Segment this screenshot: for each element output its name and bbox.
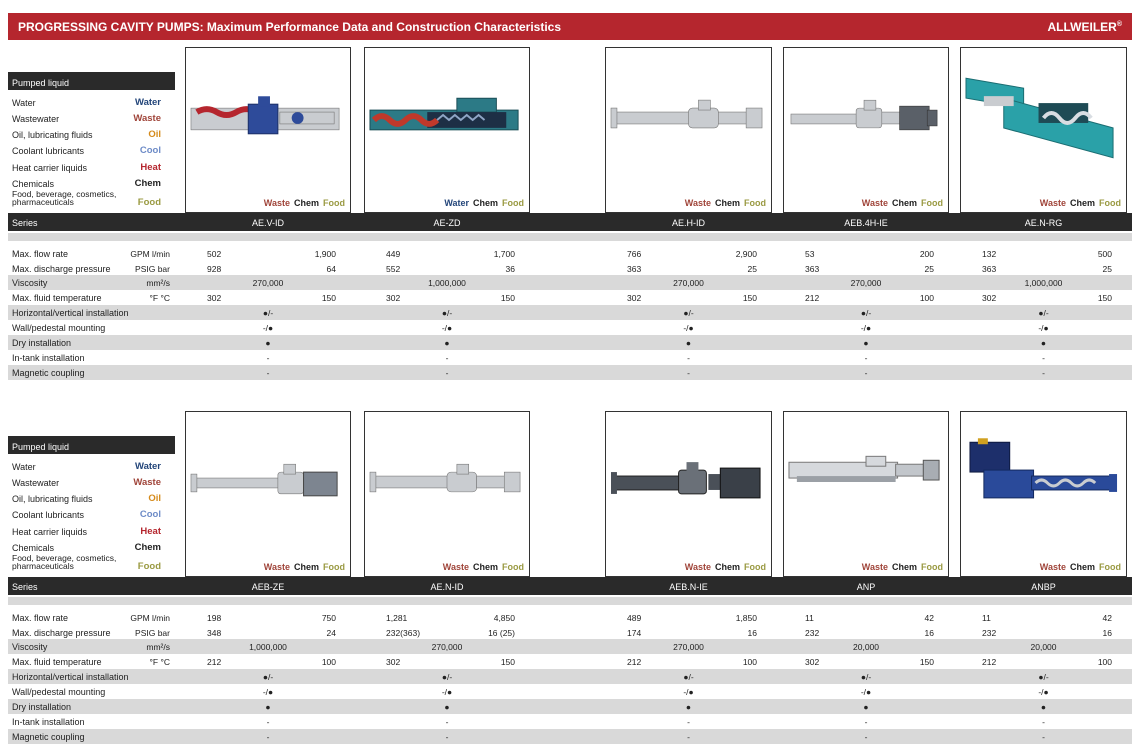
spec-value-metric: 150: [742, 293, 757, 303]
legend-tag: Water: [134, 97, 161, 108]
liquid-tag: Water: [444, 198, 469, 208]
spec-value-imperial: 363: [982, 264, 997, 274]
spec-value-imperial: 302: [805, 657, 820, 667]
legend-tag: Food: [137, 197, 161, 208]
spec-value-metric: 100: [919, 293, 934, 303]
liquid-tag: Waste: [442, 562, 469, 572]
legend-row: [8, 127, 175, 143]
series-band: [8, 213, 1132, 231]
spec-units: mm²/s: [146, 642, 170, 652]
legend-tag: Waste: [133, 113, 161, 124]
spec-label: Max. fluid temperature: [12, 293, 102, 303]
spec-value-metric: 150: [1097, 293, 1112, 303]
legend-row: [8, 475, 175, 491]
legend-tag: Heat: [140, 526, 161, 537]
spec-row-flow: [8, 610, 1132, 625]
pump-image: [609, 432, 768, 532]
pump-image: [368, 432, 526, 532]
liquid-tags: [858, 562, 943, 572]
liquid-tag: Waste: [861, 198, 888, 208]
legend-label: Wastewater: [12, 114, 60, 124]
legend-row: [8, 524, 175, 540]
legend-row: [8, 507, 175, 523]
pump-card: [960, 47, 1127, 213]
series-name: AEB.N-IE: [669, 582, 708, 592]
spec-value-metric: 100: [321, 657, 336, 667]
spec-value-metric: 2,900: [735, 249, 757, 259]
liquid-tags: [681, 562, 766, 572]
spec-value-imperial: 302: [386, 293, 401, 303]
pumped-liquid-legend: [8, 72, 175, 210]
spec-value-imperial: 11: [982, 613, 991, 623]
spec-value-imperial: 302: [982, 293, 997, 303]
spec-value: 1,000,000: [1024, 278, 1063, 288]
pump-table-block: [0, 45, 1141, 385]
spec-value: -: [445, 353, 449, 363]
spec-row-magnetic: [8, 365, 1132, 380]
legend-tag: Chem: [134, 542, 161, 553]
spec-value-metric: 150: [500, 657, 515, 667]
spec-value: ●: [1040, 702, 1047, 712]
spec-value-imperial: 302: [627, 293, 642, 303]
spec-value: -: [687, 717, 690, 727]
spec-value-metric: 64: [326, 264, 336, 274]
spec-label: Magnetic coupling: [12, 732, 85, 742]
pump-card: [605, 47, 772, 213]
liquid-tag: Food: [1099, 562, 1121, 572]
spec-value: -: [687, 368, 690, 378]
spec-value: ●: [444, 702, 450, 712]
spec-value-metric: 750: [321, 613, 336, 623]
pumped-liquid-legend: [8, 436, 175, 574]
spec-value: -: [445, 717, 449, 727]
spec-value-metric: 36: [505, 264, 515, 274]
pump-card: [364, 47, 530, 213]
legend-tag: Water: [134, 461, 161, 472]
liquid-tag: Food: [502, 562, 524, 572]
spec-value: ●/-: [1038, 672, 1049, 682]
spec-row-viscosity: [8, 639, 1132, 654]
spec-units: PSIG bar: [135, 628, 170, 638]
legend-label: Chemicals: [12, 543, 55, 553]
spec-value: ●/-: [1038, 308, 1049, 318]
spec-label: Max. discharge pressure: [12, 264, 111, 274]
spec-value: 1,000,000: [428, 278, 466, 288]
spec-value: -/●: [860, 323, 872, 333]
legend-label: Chemicals: [12, 179, 55, 189]
legend-label: Heat carrier liquids: [12, 163, 88, 173]
spec-value-metric: 500: [1097, 249, 1112, 259]
spec-label: Max. discharge pressure: [12, 628, 111, 638]
spec-value-metric: 1,900: [314, 249, 336, 259]
spec-value: -: [864, 368, 868, 378]
spec-value: -: [445, 368, 449, 378]
pump-image: [787, 68, 945, 168]
liquid-tag: Waste: [684, 198, 711, 208]
spec-value-imperial: 302: [207, 293, 222, 303]
spec-value-imperial: 212: [805, 293, 820, 303]
spec-value-metric: 16: [924, 628, 934, 638]
liquid-tag: Waste: [1039, 198, 1066, 208]
spec-value: -/●: [683, 323, 694, 333]
spec-value-metric: 1,700: [493, 249, 515, 259]
series-name: AE.N-RG: [1024, 218, 1063, 228]
spec-value: ●: [444, 338, 450, 348]
spec-value: ●/-: [262, 308, 274, 318]
pump-image: [964, 68, 1123, 168]
liquid-tags: [440, 198, 524, 208]
legend-tag: Oil: [148, 129, 161, 140]
legend-tag: Chem: [134, 178, 161, 189]
page-title: PROGRESSING CAVITY PUMPS: Maximum Performance Data and Construction Characteristics: [18, 20, 562, 34]
liquid-tag: Chem: [1069, 198, 1095, 208]
liquid-tag: Food: [921, 562, 943, 572]
pump-image: [189, 68, 347, 168]
spec-label: In-tank installation: [12, 717, 85, 727]
spec-value: -: [1042, 717, 1045, 727]
spec-units: °F °C: [149, 293, 170, 303]
spec-value-imperial: 1,281: [386, 613, 408, 623]
spec-value: ●/-: [860, 308, 872, 318]
spec-value: -: [266, 717, 270, 727]
liquid-tag: Food: [323, 198, 345, 208]
series-name: AE.V-ID: [251, 218, 284, 228]
pump-card: [960, 411, 1127, 577]
spec-value-imperial: 232: [982, 628, 997, 638]
spec-label: In-tank installation: [12, 353, 85, 363]
series-name: AE.N-ID: [430, 582, 464, 592]
spec-row-horizontal: [8, 669, 1132, 684]
legend-label: Coolant lubricants: [12, 510, 85, 520]
spec-value-metric: 150: [500, 293, 515, 303]
legend-label: Heat carrier liquids: [12, 527, 88, 537]
liquid-tags: [439, 562, 524, 572]
spec-units: °F °C: [149, 657, 170, 667]
liquid-tag: Food: [744, 198, 766, 208]
registered-mark: ®: [1116, 21, 1122, 28]
liquid-tags: [1036, 562, 1121, 572]
spec-row-temp: [8, 654, 1132, 669]
spec-value: ●/-: [441, 672, 453, 682]
series-name: AEB-ZE: [251, 582, 285, 592]
spec-row-intank: [8, 350, 1132, 365]
spec-value: 270,000: [673, 278, 704, 288]
spec-value-imperial: 766: [627, 249, 642, 259]
liquid-tag: Food: [502, 198, 524, 208]
legend-label: Wastewater: [12, 478, 60, 488]
liquid-tag: Chem: [1069, 562, 1095, 572]
spec-value: 270,000: [252, 278, 284, 288]
spec-value: ●: [685, 338, 692, 348]
spec-label: Max. fluid temperature: [12, 657, 102, 667]
spec-label: Viscosity: [12, 642, 48, 652]
liquid-tag: Chem: [293, 562, 319, 572]
series-name: ANP: [856, 582, 876, 592]
spec-value-imperial: 928: [207, 264, 222, 274]
spec-value: ●: [863, 702, 869, 712]
spec-units: GPM l/min: [130, 249, 170, 259]
spec-value-metric: 100: [1097, 657, 1112, 667]
spec-value: 20,000: [853, 642, 879, 652]
liquid-tag: Food: [921, 198, 943, 208]
liquid-tag: Waste: [684, 562, 711, 572]
legend-header: Pumped liquid: [8, 72, 175, 90]
brand-name: ALLWEILER: [1047, 20, 1117, 34]
spec-value-imperial: 11: [805, 613, 814, 623]
spec-value-metric: 100: [742, 657, 757, 667]
spec-value: -: [687, 353, 690, 363]
spec-units: PSIG bar: [135, 264, 170, 274]
spec-value-metric: 16: [1102, 628, 1112, 638]
spec-value-metric: 150: [919, 657, 934, 667]
spec-value: -/●: [683, 687, 694, 697]
spec-value: -/●: [262, 323, 274, 333]
spec-value-imperial: 363: [627, 264, 642, 274]
legend-row: [8, 459, 175, 475]
spec-value-imperial: 302: [386, 657, 401, 667]
spec-label: Dry installation: [12, 702, 72, 712]
spec-value: ●/-: [683, 308, 694, 318]
spec-row-magnetic: [8, 729, 1132, 744]
spec-value: -: [1042, 368, 1045, 378]
spec-label: Dry installation: [12, 338, 72, 348]
spec-value-imperial: 232(363): [386, 628, 421, 638]
spec-value: -: [864, 732, 868, 742]
liquid-tags: [858, 198, 943, 208]
spec-value: ●: [863, 338, 869, 348]
spec-value: -/●: [441, 323, 453, 333]
spec-label: Horizontal/vertical installation: [12, 308, 129, 318]
spec-value: ●: [265, 338, 271, 348]
spec-row-intank: [8, 714, 1132, 729]
legend-row: [8, 191, 175, 207]
spec-value: -/●: [860, 687, 872, 697]
spec-value-imperial: 53: [805, 249, 815, 259]
spec-value-imperial: 552: [386, 264, 401, 274]
pump-image: [609, 68, 768, 168]
legend-tag: Cool: [139, 509, 161, 520]
pump-card: [605, 411, 772, 577]
liquid-tags: [681, 198, 766, 208]
spec-value-imperial: 449: [386, 249, 401, 259]
spec-label: Magnetic coupling: [12, 368, 85, 378]
spec-value: 270,000: [850, 278, 882, 288]
pump-card: [783, 411, 949, 577]
spec-row-dry: [8, 699, 1132, 714]
spec-value-metric: 25: [1102, 264, 1112, 274]
spec-value: ●: [265, 702, 271, 712]
spec-value: -: [687, 732, 690, 742]
spec-value: -/●: [1038, 687, 1049, 697]
spec-value-imperial: 132: [982, 249, 997, 259]
spec-value-metric: 42: [1102, 613, 1112, 623]
spec-value: 270,000: [431, 642, 463, 652]
series-name: AEB.4H-IE: [844, 218, 888, 228]
spacer-band: [8, 233, 1132, 241]
spec-row-pressure: [8, 625, 1132, 640]
spacer-band: [8, 597, 1132, 605]
liquid-tag: Waste: [263, 562, 290, 572]
spec-value-metric: 150: [321, 293, 336, 303]
spec-value: -: [1042, 353, 1045, 363]
liquid-tag: Chem: [472, 198, 498, 208]
liquid-tags: [260, 198, 345, 208]
spec-value-imperial: 489: [627, 613, 642, 623]
liquid-tag: Food: [323, 562, 345, 572]
spec-value: -: [266, 368, 270, 378]
spec-value: -: [864, 353, 868, 363]
series-band: [8, 577, 1132, 595]
legend-label: Oil, lubricating fluids: [12, 494, 93, 504]
spec-value-imperial: 212: [982, 657, 997, 667]
liquid-tag: Food: [744, 562, 766, 572]
spec-value: ●: [1040, 338, 1047, 348]
spec-value: ●/-: [441, 308, 453, 318]
pump-image: [964, 432, 1123, 532]
spec-value-metric: 1,850: [735, 613, 757, 623]
spec-value: 20,000: [1030, 642, 1057, 652]
spec-value: 270,000: [673, 642, 704, 652]
spec-value: -: [266, 732, 270, 742]
spec-units: mm²/s: [146, 278, 170, 288]
pump-card: [185, 47, 351, 213]
legend-tag: Oil: [148, 493, 161, 504]
pump-image: [189, 432, 347, 532]
spec-value-metric: 16 (25): [488, 628, 515, 638]
series-name: AE.H-ID: [671, 218, 705, 228]
spec-value: ●/-: [860, 672, 872, 682]
pump-card: [364, 411, 530, 577]
spec-value: -: [445, 732, 449, 742]
legend-row: [8, 143, 175, 159]
spec-row-wall: [8, 684, 1132, 699]
pump-card: [783, 47, 949, 213]
liquid-tag: Chem: [891, 562, 917, 572]
spec-label: Horizontal/vertical installation: [12, 672, 129, 682]
legend-row: [8, 95, 175, 111]
spec-row-wall: [8, 320, 1132, 335]
spec-value-metric: 200: [919, 249, 934, 259]
spec-value-imperial: 502: [207, 249, 222, 259]
legend-label: Food, beverage, cosmetics, pharmaceuticals: [12, 189, 117, 207]
liquid-tag: Chem: [714, 198, 740, 208]
spec-value: -/●: [441, 687, 453, 697]
spec-row-temp: [8, 290, 1132, 305]
liquid-tags: [260, 562, 345, 572]
spec-value-imperial: 212: [207, 657, 222, 667]
page-header: [8, 13, 1132, 40]
legend-tag: Waste: [133, 477, 161, 488]
spec-value-metric: 25: [747, 264, 757, 274]
legend-tag: Food: [137, 561, 161, 572]
spec-units: GPM l/min: [130, 613, 170, 623]
legend-header: Pumped liquid: [8, 436, 175, 454]
legend-tag: Cool: [139, 145, 161, 156]
spec-value: ●: [685, 702, 692, 712]
legend-row: [8, 555, 175, 571]
spec-label: Wall/pedestal mounting: [12, 687, 106, 697]
spec-value: -: [1042, 732, 1045, 742]
liquid-tag: Waste: [861, 562, 888, 572]
spec-row-horizontal: [8, 305, 1132, 320]
liquid-tag: Chem: [472, 562, 498, 572]
spec-value: -: [864, 717, 868, 727]
liquid-tags: [1036, 198, 1121, 208]
spec-value-metric: 42: [924, 613, 934, 623]
legend-label: Food, beverage, cosmetics, pharmaceuticals: [12, 553, 117, 571]
spec-value-metric: 16: [747, 628, 757, 638]
liquid-tag: Food: [1099, 198, 1121, 208]
spec-value-imperial: 198: [207, 613, 222, 623]
spec-value-imperial: 212: [627, 657, 642, 667]
spec-row-pressure: [8, 261, 1132, 276]
liquid-tag: Waste: [1039, 562, 1066, 572]
series-label: Series: [12, 218, 38, 228]
spec-label: Wall/pedestal mounting: [12, 323, 106, 333]
series-name: AE-ZD: [433, 218, 461, 228]
spec-value-metric: 24: [326, 628, 336, 638]
legend-label: Coolant lubricants: [12, 146, 85, 156]
pump-card: [185, 411, 351, 577]
spec-row-viscosity: [8, 275, 1132, 290]
spec-value-metric: 4,850: [493, 613, 515, 623]
series-name: ANBP: [1031, 582, 1056, 592]
pump-image: [368, 68, 526, 168]
spec-value: -/●: [1038, 323, 1049, 333]
spec-value-imperial: 348: [207, 628, 222, 638]
spec-label: Max. flow rate: [12, 613, 69, 623]
legend-row: [8, 491, 175, 507]
spec-value: ●/-: [683, 672, 694, 682]
spec-value-imperial: 232: [805, 628, 820, 638]
spec-value: ●/-: [262, 672, 274, 682]
legend-label: Oil, lubricating fluids: [12, 130, 93, 140]
spec-value: 1,000,000: [249, 642, 287, 652]
spec-label: Viscosity: [12, 278, 48, 288]
legend-row: [8, 111, 175, 127]
liquid-tag: Chem: [293, 198, 319, 208]
spec-value-imperial: 363: [805, 264, 820, 274]
liquid-tag: Chem: [891, 198, 917, 208]
spec-row-flow: [8, 246, 1132, 261]
spec-value-metric: 25: [924, 264, 934, 274]
liquid-tag: Waste: [263, 198, 290, 208]
pump-image: [787, 432, 945, 532]
spec-value-imperial: 174: [627, 628, 642, 638]
pump-table-block: [0, 409, 1141, 749]
legend-tag: Heat: [140, 162, 161, 173]
legend-row: [8, 160, 175, 176]
spec-value: -/●: [262, 687, 274, 697]
spec-label: Max. flow rate: [12, 249, 69, 259]
legend-label: Water: [12, 462, 36, 472]
spec-value: -: [266, 353, 270, 363]
legend-label: Water: [12, 98, 36, 108]
spec-row-dry: [8, 335, 1132, 350]
liquid-tag: Chem: [714, 562, 740, 572]
series-label: Series: [12, 582, 38, 592]
brand-logo: [1048, 20, 1123, 34]
